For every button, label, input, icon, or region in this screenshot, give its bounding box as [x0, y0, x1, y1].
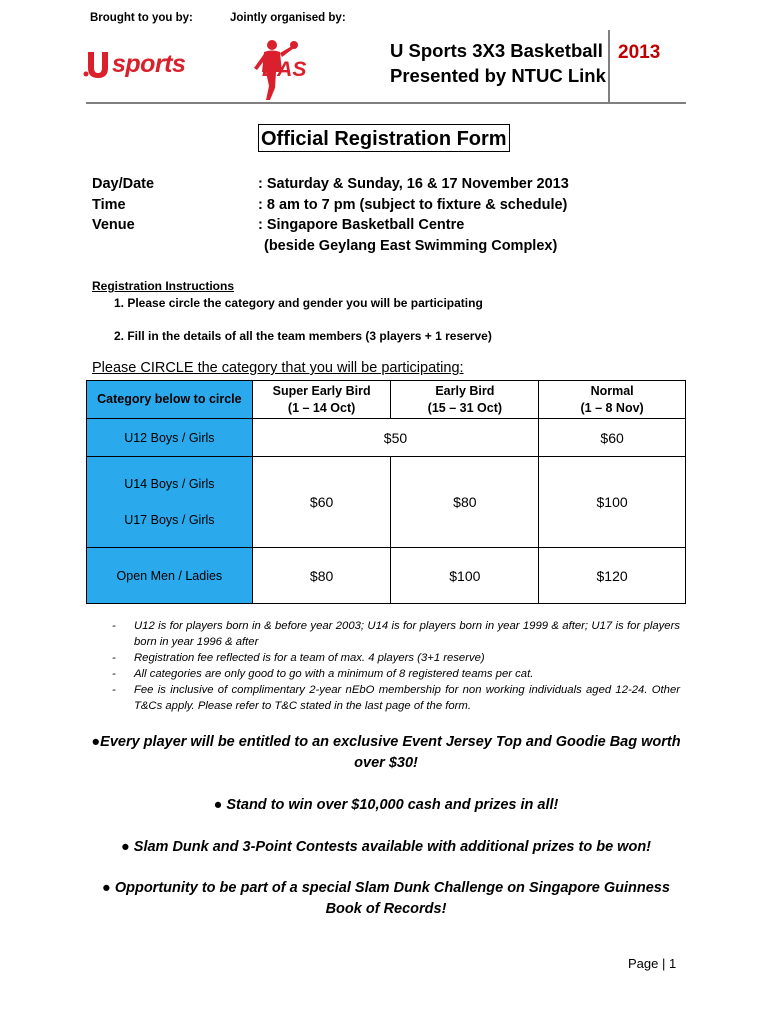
info-value-time: : 8 am to 7 pm (subject to fixture & schedule) [258, 196, 568, 213]
note-item: - U12 is for players born in & before year 2003; U14 is for players born in year 1999 & after; U17 is for players born in year 1996 & after [112, 620, 680, 648]
fee-table [86, 380, 686, 604]
fee-row-open [87, 548, 686, 604]
category-u17[interactable]: U17 Boys / Girls [124, 513, 215, 527]
form-title: Official Registration Form [258, 124, 510, 152]
fee-table-header [87, 381, 686, 419]
fee-row-u14-u17 [87, 457, 686, 548]
info-value-venue: : Singapore Basketball Centre [258, 217, 465, 233]
category-u12[interactable]: U12 Boys / Girls [87, 419, 253, 457]
header-category: Category below to circle [87, 381, 253, 419]
info-label-venue: Venue [92, 217, 135, 233]
fee-open-early: $100 [391, 548, 539, 604]
category-u14-u17 [87, 457, 253, 548]
instruction-item-1: 1. Please circle the category and gender you will be participating [114, 296, 483, 310]
event-title-line1: U Sports 3X3 Basketball [390, 40, 603, 61]
info-value-date: : Saturday & Sunday, 16 & 17 November 2013 [258, 176, 569, 192]
event-year: 2013 [618, 42, 661, 63]
header-rule [86, 102, 686, 104]
fee-u12-early: $50 [252, 419, 538, 457]
note-item: - Registration fee reflected is for a team of max. 4 players (3+1 reserve) [112, 652, 485, 664]
usports-mark-icon [82, 50, 112, 82]
highlight-prizes: ● Stand to win over $10,000 cash and prizes in all! [213, 797, 559, 813]
bas-logo [242, 38, 337, 104]
usports-logo-text: sports [112, 50, 186, 78]
category-u14[interactable]: U14 Boys / Girls [124, 477, 215, 491]
header-early: Early Bird (15 – 31 Oct) [391, 381, 539, 419]
instructions-heading: Registration Instructions [92, 279, 235, 293]
fee-u14-normal: $100 [539, 457, 686, 548]
instruction-item-2: 2. Fill in the details of all the team members (3 players + 1 reserve) [114, 329, 492, 343]
highlight-contests: ● Slam Dunk and 3-Point Contests available with additional prizes to be won! [120, 839, 652, 855]
info-label-time: Time [92, 196, 126, 213]
organised-by-label: Jointly organised by: [230, 12, 346, 24]
fee-open-super-early: $80 [252, 548, 391, 604]
highlight-record: ● Opportunity to be part of a special Slam Dunk Challenge on Singapore Guinness Book of Records! [102, 880, 670, 917]
event-title [390, 38, 610, 88]
header-super-early: Super Early Bird (1 – 14 Oct) [252, 381, 391, 419]
category-prompt: Please CIRCLE the category that you will be participating: [92, 360, 464, 376]
header-normal: Normal (1 – 8 Nov) [539, 381, 686, 419]
fee-u12-normal: $60 [539, 419, 686, 457]
event-title-line2: Presented by NTUC Link [390, 65, 606, 86]
fee-open-normal: $120 [539, 548, 686, 604]
brought-by-label: Brought to you by: [90, 12, 193, 24]
bas-logo-text: BAS [262, 58, 307, 81]
fee-u14-super-early: $60 [252, 457, 391, 548]
highlight-jersey: ●Every player will be entitled to an exclusive Event Jersey Top and Goodie Bag worth over $30! [91, 734, 681, 771]
year-divider [608, 30, 686, 102]
fee-u14-early: $80 [391, 457, 539, 548]
fee-row-u12 [87, 419, 686, 457]
notes-list [112, 618, 680, 714]
note-item: - All categories are only good to go with a minimum of 8 registered teams per cat. [112, 668, 534, 680]
page-number: Page | 1 [628, 956, 677, 971]
note-item: - Fee is inclusive of complimentary 2-year nEbO membership for non working individuals aged 12-24. Other T&Cs apply. Please refer to T&C stated in the last page of the form. [112, 684, 680, 712]
category-open[interactable]: Open Men / Ladies [87, 548, 253, 604]
info-label-date: Day/Date [92, 176, 155, 192]
info-value-venue-note: (beside Geylang East Swimming Complex) [264, 237, 558, 254]
